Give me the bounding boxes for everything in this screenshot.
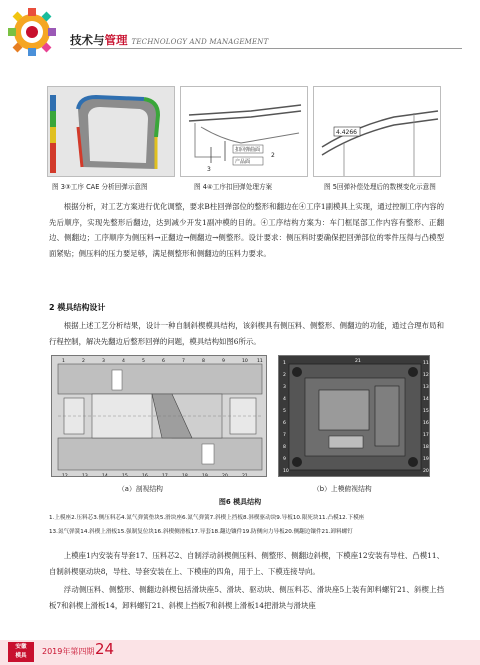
figure-4-label-product-surface: 产品面 [235, 159, 251, 165]
header-title-english: TECHNOLOGY AND MANAGEMENT [131, 38, 269, 46]
paragraph-floating-wedge: 浮动侧压料、侧整形、侧翻边斜楔包括滑块座5、滑块、驱动块、侧压料芯、滑块座5上装有卸料螺钉21、斜楔上挡板7和斜楔上滑板14，卸料螺钉21、斜楔上挡板7和斜楔上滑板14把滑块与滑块座 [49, 585, 444, 610]
figure-6a-callout-6: 6 [162, 359, 165, 364]
figure-6b-callout-9: 9 [283, 457, 286, 462]
figure-6a-callout-18: 18 [182, 474, 188, 477]
figure-6-legend-line-1: 1.上模座2.压料芯3.侧压料芯4.氮气弹簧垫块5.滑块座6.氮气弹簧7.斜楔上挡板8.斜楔驱动块9.导板10.限死块11.凸模12.下模座 [49, 515, 365, 521]
figure-6a-subcaption: （a）剖视结构 [118, 485, 163, 493]
figure-6b-callout-14: 14 [423, 397, 429, 402]
figure-6a-drawing [52, 356, 267, 477]
paragraph-process-optimization: 根据分析，对工艺方案进行优化调整，要求B柱回弹部位的整形和翻边在④工序1副模具上实现，通过控制工序内容的先后顺序，实现先整形后翻边，达到减少开发1副冲模的目的。④工序结构方案为：车门框尾部工作内容有整形、正翻边、侧翻边；工序顺序为侧压料→正翻边→侧翻边→侧整形。设计要求：侧压料时要确保把回弹部位的零件压得与凸模型面紧贴；侧压料的压力要足够，满足侧整形和侧翻边的压料力要求。 [49, 202, 444, 258]
figure-6-legend-line-2: 13.氮气弹簧14.斜楔上滑板15.强制复位块16.斜楔侧滑板17.导套18.翻边镶件19.防侧向力导板20.侧翻边镶件21.卸料螺钉 [49, 529, 353, 535]
figure-3-caption: 图 3③工序 CAE 分析回弹示意图 [52, 183, 148, 191]
figure-4-caption: 图 4④工序扣回弹处理方案 [194, 183, 273, 191]
figure-6b-callout-16: 16 [423, 421, 429, 426]
section-title-die-structure: 2 模具结构设计 [49, 303, 106, 312]
figure-6a-callout-7: 7 [182, 359, 185, 364]
figure-4-label-3: 3 [207, 166, 211, 173]
figure-6a-callout-10: 10 [242, 359, 248, 364]
figure-6a-callout-14: 14 [102, 474, 108, 477]
figure-6b-callout-17: 17 [423, 433, 429, 438]
figure-5-caption: 图 5回弹补偿处理后的数模变化示意图 [324, 183, 436, 191]
figure-6b-callout-20: 20 [423, 469, 429, 474]
figure-6a-callout-1: 1 [62, 359, 65, 364]
figure-6b-callout-21: 21 [355, 359, 361, 364]
figure-4-drawing [181, 87, 308, 177]
footer-page-number: 24 [95, 640, 115, 658]
figure-6a-callout-13: 13 [82, 474, 88, 477]
figure-6a-callout-21: 21 [242, 474, 248, 477]
paragraph-upper-lower-die: 上模座1内安装有导套17、压料芯2、自制浮动斜楔侧压料、侧整形、侧翻边斜楔，下模座12安装有导柱、凸模11、自制斜楔驱动块8，导柱、导套安装在上、下模座的四角，用于上、下模连接导向。 [49, 551, 444, 576]
figure-6b-subcaption: （b）上模俯视结构 [313, 485, 372, 493]
journal-logo-line-2: 模具 [15, 653, 27, 659]
figure-4-label-2: 2 [271, 152, 275, 159]
figure-6a-section-view [51, 355, 267, 477]
figure-3-cae-image [47, 86, 175, 177]
figure-6a-callout-4: 4 [122, 359, 125, 364]
figure-6b-callout-8: 8 [283, 445, 286, 450]
colorful-gear-logo-icon [6, 4, 66, 60]
figure-5-drawing [314, 87, 441, 177]
figure-6b-drawing [279, 356, 430, 477]
figure-6-title: 图6 模具结构 [218, 498, 262, 506]
header-title-accent: 管理 [104, 33, 128, 47]
figure-6a-callout-9: 9 [222, 359, 225, 364]
figure-6b-callout-5: 5 [283, 409, 286, 414]
figure-4-springback-scheme [180, 86, 308, 177]
figure-6b-callout-12: 12 [423, 373, 429, 378]
page-header [0, 0, 480, 62]
figure-6b-top-view [278, 355, 430, 477]
figure-6a-callout-19: 19 [202, 474, 208, 477]
figure-6b-callout-19: 19 [423, 457, 429, 462]
figure-6a-callout-20: 20 [222, 474, 228, 477]
figure-6a-callout-12: 12 [62, 474, 68, 477]
figure-6a-callout-11: 11 [257, 359, 263, 364]
figure-6b-callout-3: 3 [283, 385, 286, 390]
journal-logo-line-1: 安徽 [15, 644, 27, 650]
figure-5-value-label: 4.4266 [336, 129, 357, 136]
figure-6b-callout-6: 6 [283, 421, 286, 426]
figure-6a-callout-15: 15 [122, 474, 128, 477]
header-divider [70, 48, 462, 49]
figure-6b-callout-10: 10 [283, 469, 289, 474]
header-title [70, 32, 269, 48]
figure-6b-callout-4: 4 [283, 397, 286, 402]
figure-6a-callout-2: 2 [82, 359, 85, 364]
figure-6b-callout-15: 15 [423, 409, 429, 414]
figure-6a-callout-17: 17 [162, 474, 168, 477]
figure-6b-callout-7: 7 [283, 433, 286, 438]
figure-5-model-change [313, 86, 441, 177]
figure-6b-callout-18: 18 [423, 445, 429, 450]
figure-6b-callout-13: 13 [423, 385, 429, 390]
paragraph-die-design: 根据上述工艺分析结果，设计一种自制斜楔模具结构，该斜楔具有侧压料、侧整形、侧翻边的功能，通过合理布局和行程控制，解决先翻边后整形回弹的问题，模具结构如图6所示。 [49, 321, 444, 346]
figure-6a-callout-5: 5 [142, 359, 145, 364]
journal-logo [8, 642, 34, 662]
figure-6a-callout-16: 16 [142, 474, 148, 477]
figure-6b-callout-2: 2 [283, 373, 286, 378]
footer-issue: 2019年第四期 [42, 647, 95, 656]
figure-6b-callout-11: 11 [423, 361, 429, 366]
figure-6a-callout-8: 8 [202, 359, 205, 364]
figure-4-label-springback-surface: 扣回弹曲面 [235, 147, 261, 153]
figure-3-drawing [48, 87, 175, 177]
figure-6b-callout-1: 1 [283, 361, 286, 366]
header-title-main: 技术与 [70, 33, 105, 47]
figure-6a-callout-3: 3 [102, 359, 105, 364]
